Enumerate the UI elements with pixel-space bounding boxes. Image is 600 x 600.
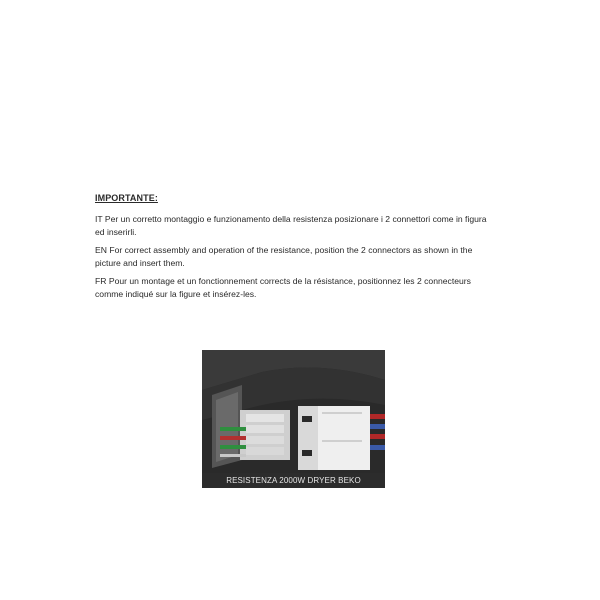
paragraph-en: EN For correct assembly and operation of the resistance, position the 2 connectors as shown in the picture and insert them. <box>95 245 473 268</box>
photo-caption: RESISTENZA 2000W DRYER BEKO <box>202 473 385 488</box>
paragraph-it: IT Per un corretto montaggio e funzionamento della resistenza posizionare i 2 connettori come in figura ed inserirli. <box>95 214 487 237</box>
paragraph-fr: FR Pour un montage et un fonctionnement corrects de la résistance, positionnez les 2 connecteurs comme indiqué sur la figure et insérez-les. <box>95 276 471 299</box>
connector-illustration <box>202 350 385 473</box>
instructions-block <box>95 193 515 306</box>
connector-photo <box>202 350 385 488</box>
important-heading: IMPORTANTE: <box>95 193 158 203</box>
